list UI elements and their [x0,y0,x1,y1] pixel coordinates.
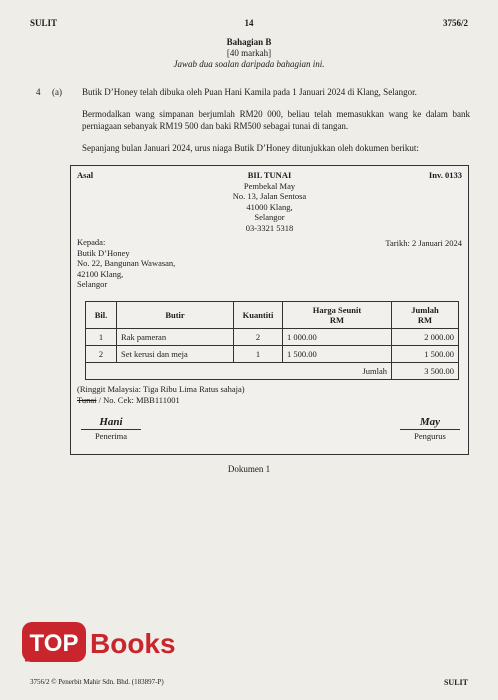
seller-line: 03-3321 5318 [245,222,294,233]
invoice-number: Inv. 0133 [428,170,462,180]
cash-bill-document [70,165,469,455]
topbooks-logo [22,620,190,664]
tunai-struck: Tunai [77,394,97,405]
table-row [86,346,459,363]
cheque-number: / No. Cek: MBB111001 [98,394,180,405]
col-harga [283,302,392,329]
page-number: 14 [244,18,254,28]
buyer-line: Selangor [77,279,108,289]
question-part: (a) [52,87,62,97]
paper-code: 3756/2 [442,18,468,28]
question-paragraph: Butik D’Honey telah dibuka oleh Puan Hani Kamila pada 1 Januari 2024 di Klang, Selangor. [82,87,417,97]
cell-jumlah: 1 500.00 [392,346,459,363]
col-butir: Butir [117,302,234,329]
receiver-signature-name: Hani [99,416,123,428]
question-number: 4 [36,87,41,97]
question-4 [36,86,470,164]
footer-copyright: 3756/2 © Penerbit Mahir Sdn. Bhd. (183897-P) [30,678,164,686]
logo-top-text: TOP [29,630,79,657]
seller-line: No. 13, Jalan Sentosa [232,191,307,201]
total-label: Jumlah [86,363,392,380]
payment-details [77,384,245,405]
document-title: BIL TUNAI [247,170,292,180]
section-instruction [0,59,498,70]
harga-label: Harga Seunit [312,305,362,315]
original-label: Asal [77,170,94,180]
amount-in-words: (Ringgit Malaysia: Tiga Ribu Lima Ratus sahaja) [77,384,245,394]
col-jumlah [392,302,459,329]
receiver-role: Penerima [94,431,128,441]
cell-bil: 1 [86,329,117,346]
col-kuantiti: Kuantiti [234,302,283,329]
jumlah-unit: RM [417,315,433,325]
signature-line [81,429,141,430]
seller-line: Pembekal May [243,180,296,191]
table-total-row [86,363,459,380]
document-date: Tarikh: 2 Januari 2024 [385,238,462,248]
buyer-line: No. 22, Bangunan Wawasan, [77,258,176,268]
buyer-line: Butik D’Honey [77,247,130,258]
header-left: SULIT [30,18,58,28]
col-bil: Bil. [86,302,117,329]
items-table [85,301,459,380]
total-value: 3 500.00 [392,363,459,380]
seller-line: Selangor [254,212,285,222]
seller-block [71,170,468,233]
kepada-label: Kepada: [77,237,106,247]
signature-line [400,429,460,430]
question-paragraph: Bermodalkan wang simpanan berjumlah RM20 000, beliau telah memasukkan wang ke dalam bank perniagaan sebanyak RM19 500 dan baki RM500 sebagai tunai di tangan. [82,109,470,131]
cell-kuantiti: 1 [234,346,283,363]
cell-harga: 1 500.00 [283,346,392,363]
section-title: Bahagian B [226,37,272,47]
instruction-text: Jawab dua soalan daripada bahagian ini. [173,59,325,69]
cell-kuantiti: 2 [234,329,283,346]
cell-jumlah: 2 000.00 [392,329,459,346]
document-caption: Dokumen 1 [227,464,271,474]
cell-bil: 2 [86,346,117,363]
buyer-block [77,237,175,290]
manager-signature [400,416,460,441]
cell-harga: 1 000.00 [283,329,392,346]
manager-signature-name: May [419,416,441,428]
buyer-line: 42100 Klang, [77,268,124,279]
footer-right: SULIT [443,678,468,687]
question-paragraph: Sepanjang bulan Januari 2024, urus niaga Butik D’Honey ditunjukkan oleh dokumen berikut: [82,143,419,153]
cell-butir: Rak pameran [117,329,234,346]
logo-books-text: Books [90,628,176,659]
receiver-signature [81,416,141,441]
harga-unit: RM [329,315,345,325]
section-heading [0,37,498,70]
table-row [86,329,459,346]
jumlah-label: Jumlah [411,305,439,315]
section-marks: [40 markah] [226,48,272,58]
cell-butir: Set kerusi dan meja [117,346,234,363]
seller-line: 41000 Klang, [246,201,293,212]
payment-method [77,395,245,406]
table-header-row [86,302,459,329]
manager-role: Pengurus [414,431,446,441]
